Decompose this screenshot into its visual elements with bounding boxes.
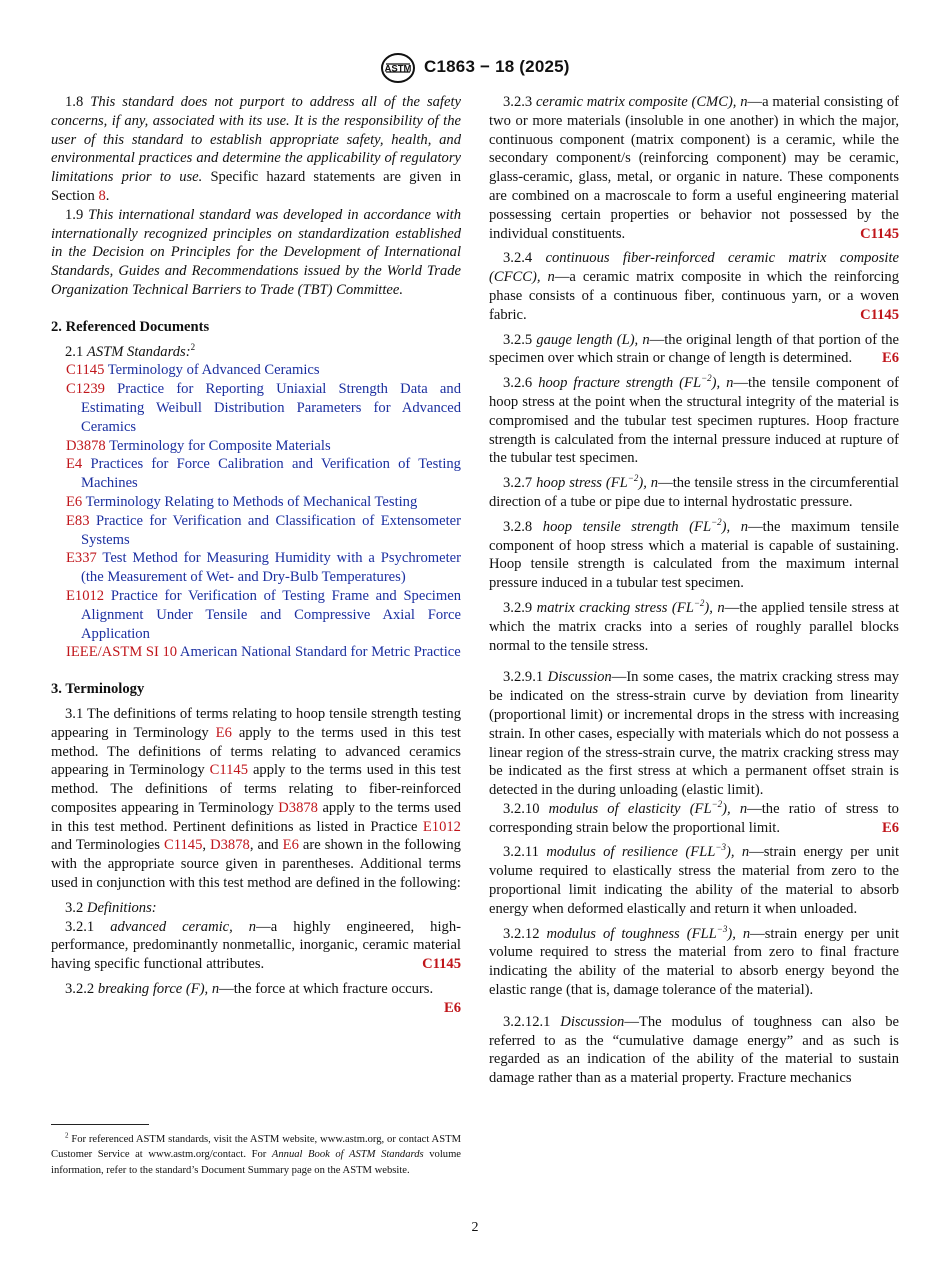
discussion-3-2-12-1: 3.2.12.1 Discussion—The modulus of toughness can also be referred to as the “cumulative damage energy” and as such is regarded as an indication of the ability of the material to sustain damage rather than as a material property. Fracture mechanics [489, 1013, 899, 1087]
definition-3-2-10: 3.2.10 modulus of elasticity $(FL^{-2})$, n—the ratio of stress to corresponding strain below the proportional limit. E6 [489, 799, 899, 836]
discussion-3-2-9-1: 3.2.9.1 Discussion—In some cases, the matrix cracking stress may be indicated on the stress-strain curve by deviation from linearity (proportional limit) or incremental drops in the stress with increasing strain. In other cases, especially with materials which do not possess a linear region of the stress-strain curve, the matrix cracking stress may be indicated as the first stress at which a permanent offset strain is detected in the during unloading (elastic limit). [489, 669, 899, 799]
section-1-9: 1.9 This international standard was developed in accordance with internationally recognized principles on standardization established in the Decision on Principles for the Development of International Standards, Guides and Recommendations issued by the World Trade Organization Technical Barriers to Trade (TBT) Committee. [51, 206, 462, 298]
section-3-1: 3.1 The definitions of terms relating to hoop tensile strength testing appearing in Terminology E6 apply to the terms used in this test method. The definitions of terms relating to advanced ceramics appearing in Terminology C1145 apply to the terms used in this test method. The definitions of terms relating to fiber-reinforced composites appearing in Terminology D3878 apply to the terms used in this test method. Pertinent definitions as listed in Practice E1012 and Terminologies C1145, D3878, and E6 are shown in the following with the appropriate source given in parentheses. Additional terms used in conjunction with this test method are defined in the following: [51, 705, 461, 892]
definition-3-2-7: 3.2.7 hoop stress $(FL^{-2})$, n—the tensile stress in the circumferential direction of a tube or pipe due to internal hydrostatic pressure. [489, 473, 899, 510]
reference-code-link[interactable]: IEEE/ASTM SI 10 [66, 644, 178, 661]
definition-3-2-9: 3.2.9 matrix cracking stress $(FL^{-2})$, n—the applied tensile stress at which the matrix cracks into a series of roughly parallel blocks normal to the tensile stress. [489, 598, 899, 654]
left-column [51, 93, 461, 1018]
footnote-2-ref[interactable]: 2 [190, 341, 196, 352]
reference-code-link[interactable]: E337 [66, 550, 97, 567]
reference-item [51, 380, 461, 436]
source-link-e6[interactable]: E6 [881, 350, 899, 367]
ref-link-d3878[interactable]: D3878 [278, 799, 318, 816]
reference-code-link[interactable]: C1239 [66, 381, 105, 398]
definition-3-2-11: 3.2.11 modulus of resilience $(FLL^{-3})$, n—strain energy per unit volume required to elastically stress the material from zero to the proportional limit indicating the ability of the material to absorb energy when deformed elastically and return it when unloaded. [489, 842, 899, 917]
footnote-2: $^2$ For referenced ASTM standards, visit the ASTM website, www.astm.org, or contact ASTM Customer Service at www.astm.org/contact. For Annual Book of ASTM Standards volume information, refer to the standard’s Document Summary page on the ASTM website. [51, 1131, 462, 1176]
section-8-link[interactable]: 8 [98, 187, 106, 204]
definition-3-2-6: 3.2.6 hoop fracture strength $(FL^{-2})$, n—the tensile component of hoop stress at the point when the structural integrity of the material is compromised and the tubular test specimen ruptures. Hoop fracture strength is calculated from the internal pressure induced at rupture of the tubular test specimen. [489, 373, 899, 467]
right-column [489, 93, 899, 1088]
section-3-2: 3.2 Definitions: [65, 899, 157, 916]
source-link-e6[interactable]: E6 [881, 819, 899, 836]
reference-code-link[interactable]: C1145 [66, 362, 105, 379]
definition-3-2-12: 3.2.12 modulus of toughness $(FLL^{-3})$, n—strain energy per unit volume required to stress the material from zero to final fracture indicating the ability of the material to absorb energy beyond the elastic range (that is, damage tolerance of the material). [489, 923, 899, 999]
footnote-divider [51, 1124, 149, 1125]
section-2-heading: 2. Referenced Documents [51, 318, 210, 335]
reference-code-link[interactable]: E4 [66, 456, 83, 473]
definition-3-2-5: 3.2.5 gauge length (L), n—the original length of that portion of the specimen over which strain or change of length is determined. E6 [489, 331, 900, 367]
reference-item [51, 587, 461, 643]
reference-title-link[interactable]: Practice for Verification and Classification of Extensometer Systems [81, 512, 461, 548]
reference-item [51, 361, 461, 380]
reference-item [51, 437, 461, 456]
reference-title-link[interactable]: Terminology Relating to Methods of Mechanical Testing [85, 493, 418, 510]
astm-logo-icon [380, 52, 416, 84]
reference-item [51, 512, 461, 550]
reference-code-link[interactable]: E83 [66, 512, 90, 529]
reference-item [51, 455, 461, 493]
reference-code-link[interactable]: E6 [66, 493, 83, 510]
definition-3-2-2: 3.2.2 breaking force (F), n—the force at which fracture occurs. E6 [65, 981, 461, 1016]
definition-3-2-4: 3.2.4 continuous fiber-reinforced ceramic matrix composite (CFCC), n—a ceramic matrix composite in which the reinforcing phase consists of a continuous fiber, continuous yarn, or a woven fabric. C1145 [489, 250, 899, 323]
page-number: 2 [471, 1220, 479, 1235]
reference-title-link[interactable]: Practice for Reporting Uniaxial Strength Data and Estimating Weibull Distribution Parameters for Advanced Ceramics [81, 381, 461, 435]
reference-item [51, 493, 461, 512]
ref-link-c1145[interactable]: C1145 [209, 762, 248, 779]
source-link-c1145[interactable]: C1145 [860, 306, 899, 323]
definition-3-2-8: 3.2.8 hoop tensile strength $(FL^{-2})$, n—the maximum tensile component of hoop stress which a material is capable of sustaining. Hoop tensile strength is calculated from the maximum internal pressure induced in a tubular test specimen. [489, 516, 899, 592]
definition-3-2-1: 3.2.1 advanced ceramic, n—a highly engineered, high-performance, predominantly nonmetallic, inorganic, ceramic material having specific functional attributes. C1145 [51, 918, 461, 973]
document-id: C1863 − 18 (2025) [424, 57, 570, 76]
source-link-e6[interactable]: E6 [443, 999, 461, 1016]
reference-item [51, 549, 461, 587]
section-1-8: 1.8 This standard does not purport to address all of the safety concerns, if any, associated with its use. It is the responsibility of the user of this standard to establish appropriate safety, health, and environmental practices and determine the applicability of regulatory limitations prior to use. Specific hazard statements are given in Section 8. [51, 94, 461, 204]
reference-item [51, 643, 461, 662]
logo-text: ASTM [384, 63, 412, 75]
reference-title-link[interactable]: Terminology of Advanced Ceramics [107, 362, 320, 379]
definition-3-2-3: 3.2.3 ceramic matrix composite (CMC), n—a material consisting of two or more materials (insoluble in one another) in which the major, continuous component (matrix component) is a ceramic, while the secondary component/s (reinforcing component) may be ceramic, glass-ceramic, glass, metal, or organic in nature. These components are combined on a macroscale to form a useful engineering material possessing certain properties or behavior not possessed by the individual constituents. C1145 [489, 94, 899, 242]
reference-title-link[interactable]: Practice for Verification of Testing Frame and Specimen Alignment Under Tensile and Compressive Axial Force Application [81, 587, 461, 642]
ref-link-e6[interactable]: E6 [282, 837, 299, 854]
page-header [0, 52, 950, 86]
section-3-heading: 3. Terminology [51, 681, 145, 698]
reference-title-link[interactable]: Practices for Force Calibration and Verification of Testing Machines [81, 456, 461, 492]
reference-code-link[interactable]: D3878 [66, 437, 106, 454]
ref-link-e6[interactable]: E6 [215, 724, 232, 741]
referenced-documents-list [51, 361, 461, 662]
reference-title-link[interactable]: Test Method for Measuring Humidity with a Psychrometer (the Measurement of Wet- and Dry-Bulb Temperatures) [81, 550, 462, 586]
ref-link-e1012[interactable]: E1012 [422, 818, 461, 835]
reference-title-link[interactable]: Terminology for Composite Materials [109, 437, 331, 454]
reference-title-link[interactable]: American National Standard for Metric Practice [179, 644, 461, 661]
source-link-c1145[interactable]: C1145 [860, 225, 899, 242]
source-link-c1145[interactable]: C1145 [422, 956, 461, 973]
ref-link-d3878[interactable]: D3878 [210, 837, 250, 854]
reference-code-link[interactable]: E1012 [66, 587, 105, 604]
section-2-1: 2.1 ASTM Standards:$^2$ [65, 341, 196, 360]
ref-link-c1145[interactable]: C1145 [164, 837, 203, 854]
